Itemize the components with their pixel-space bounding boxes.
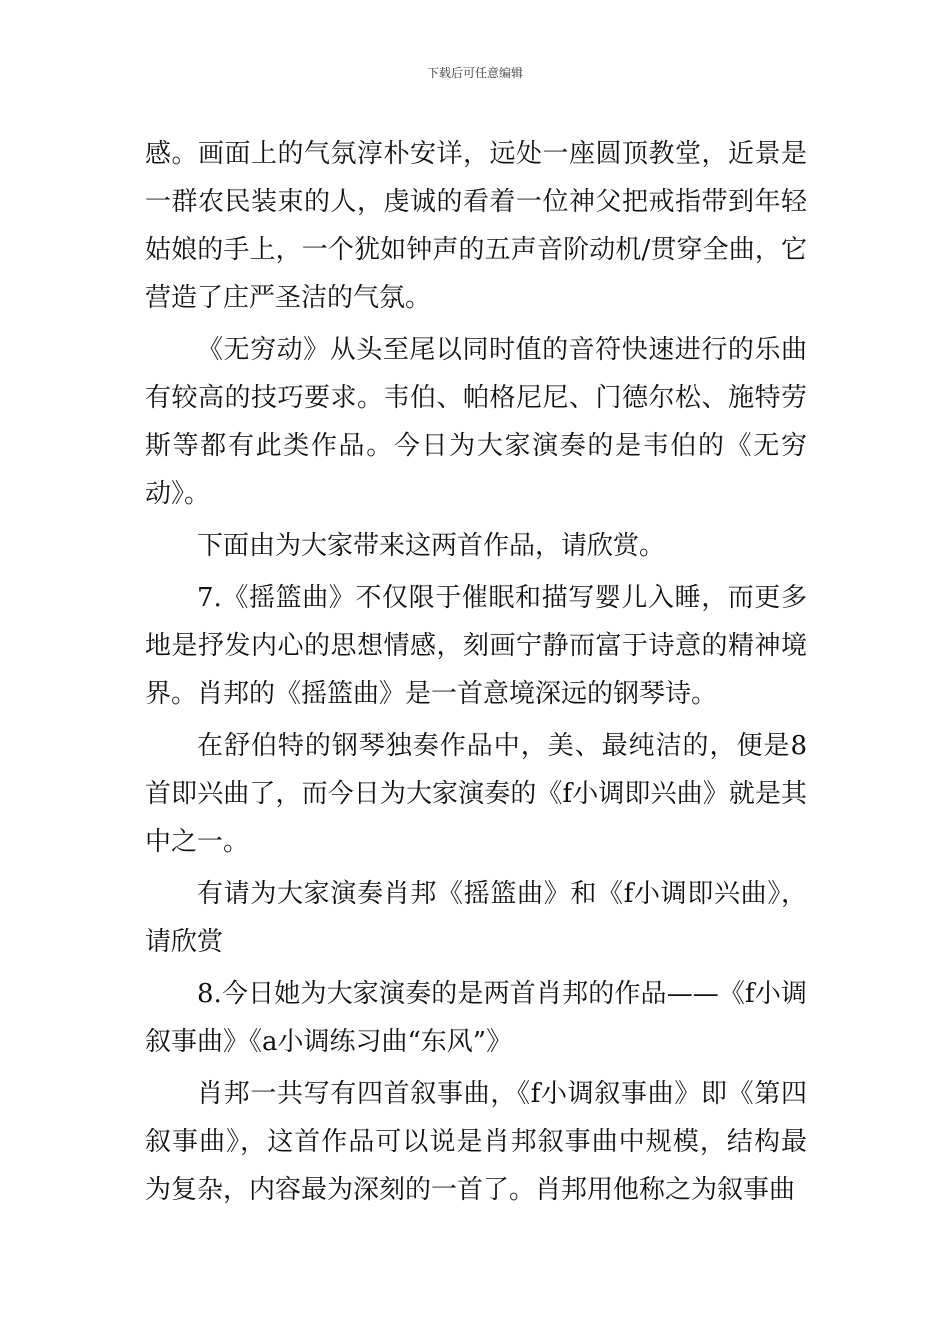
page-header: 下载后可任意编辑 xyxy=(426,66,523,80)
paragraph-3: 下面由为大家带来这两首作品，请欣赏。 xyxy=(197,531,666,561)
document-body xyxy=(145,130,807,1214)
paragraph-7: 8.今日她为大家演奏的是两首肖邦的作品——《f小调叙事曲》《a小调练习曲“东风”》 xyxy=(145,979,807,1057)
paragraph-1: 感。画面上的气氛淳朴安详，远处一座圆顶教堂，近景是一群农民装束的人，虔诚的看着一位神父把戒指带到年轻姑娘的手上，一个犹如钟声的五声音阶动机/贯穿全曲，它营造了庄严圣洁的气氛。 xyxy=(145,139,807,313)
paragraph-4: 7.《摇篮曲》不仅限于催眠和描写婴儿入睡，而更多地是抒发内心的思想情感，刻画宁静而富于诗意的精神境界。肖邦的《摇篮曲》是一首意境深远的钢琴诗。 xyxy=(145,583,807,709)
paragraph-8: 肖邦一共写有四首叙事曲，《f小调叙事曲》即《第四叙事曲》，这首作品可以说是肖邦叙事曲中规模，结构最为复杂，内容最为深刻的一首了。肖邦用他称之为叙事曲 xyxy=(145,1079,807,1205)
paragraph-5: 在舒伯特的钢琴独奏作品中，美、最纯洁的，便是8首即兴曲了，而今日为大家演奏的《f小调即兴曲》就是其中之一。 xyxy=(145,731,807,857)
paragraph-2: 《无穷动》从头至尾以同时值的音符快速进行的乐曲有较高的技巧要求。韦伯、帕格尼尼、门德尔松、施特劳斯等都有此类作品。今日为大家演奏的是韦伯的《无穷动》。 xyxy=(145,335,807,509)
paragraph-6: 有请为大家演奏肖邦《摇篮曲》和《f小调即兴曲》，请欣赏 xyxy=(145,879,807,957)
